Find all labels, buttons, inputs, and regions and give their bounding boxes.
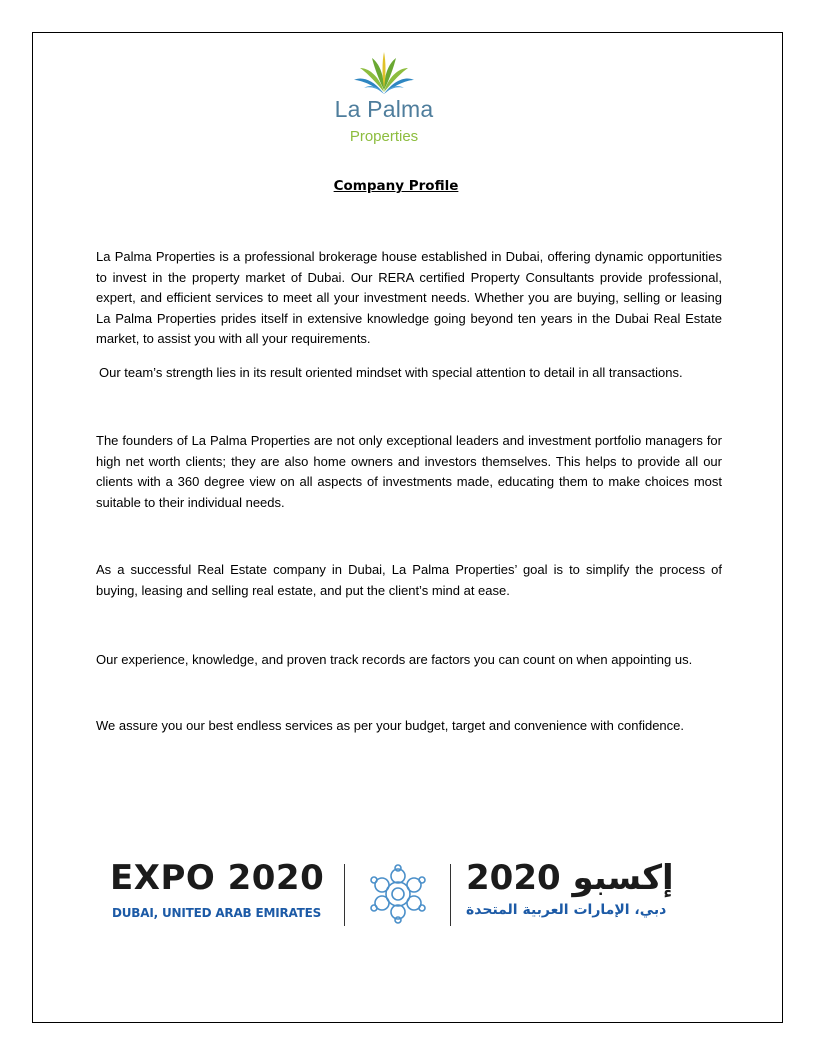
paragraph-experience: Our experience, knowledge, and proven track records are factors you can count on when appointing us. <box>96 652 693 667</box>
paragraph-founders: The founders of La Palma Properties are not only exceptional leaders and investment portfolio managers for high net worth clients; they are also home owners and investors themselves. This helps to provide all our clients with a 360 degree view on all aspects of investments made, educating them to make choices most suitable to their individual needs. <box>96 433 722 510</box>
expo-emblem-icon <box>360 862 436 926</box>
expo-divider-left <box>344 864 345 926</box>
expo-divider-right <box>450 864 451 926</box>
page-title: Company Profile <box>333 178 459 194</box>
expo-2020-logo <box>110 858 710 930</box>
expo-title-en: EXPO 2020 <box>110 858 325 898</box>
paragraph-intro: La Palma Properties is a professional brokerage house established in Dubai, offering dynamic opportunities to invest in the property market of Dubai. Our RERA certified Property Consultants provide professional, expert, and efficient services to meet all your investment needs. Whether you are buying, selling or leasing La Palma Properties prides itself in extensive knowledge going beyond ten years in the Dubai Real Estate market, to assist you with all your requirements. <box>96 249 722 346</box>
logo-subtitle: Properties <box>349 128 419 145</box>
company-logo <box>326 50 442 154</box>
logo-name: La Palma <box>334 96 434 122</box>
palm-leaves-icon <box>352 50 416 96</box>
expo-subtitle-en: DUBAI, UNITED ARAB EMIRATES <box>112 906 322 920</box>
paragraph-assurance: We assure you our best endless services as per your budget, target and convenience with confidence. <box>96 718 684 733</box>
expo-title-ar: 2020 إكسبو <box>466 858 674 898</box>
paragraph-team: Our team’s strength lies in its result oriented mindset with special attention to detail in all transactions. <box>99 365 683 380</box>
expo-subtitle-ar: دبي، الإمارات العربية المتحدة <box>466 902 667 918</box>
paragraph-goal: As a successful Real Estate company in Dubai, La Palma Properties’ goal is to simplify the process of buying, leasing and selling real estate, and put the client’s mind at ease. <box>96 562 722 598</box>
